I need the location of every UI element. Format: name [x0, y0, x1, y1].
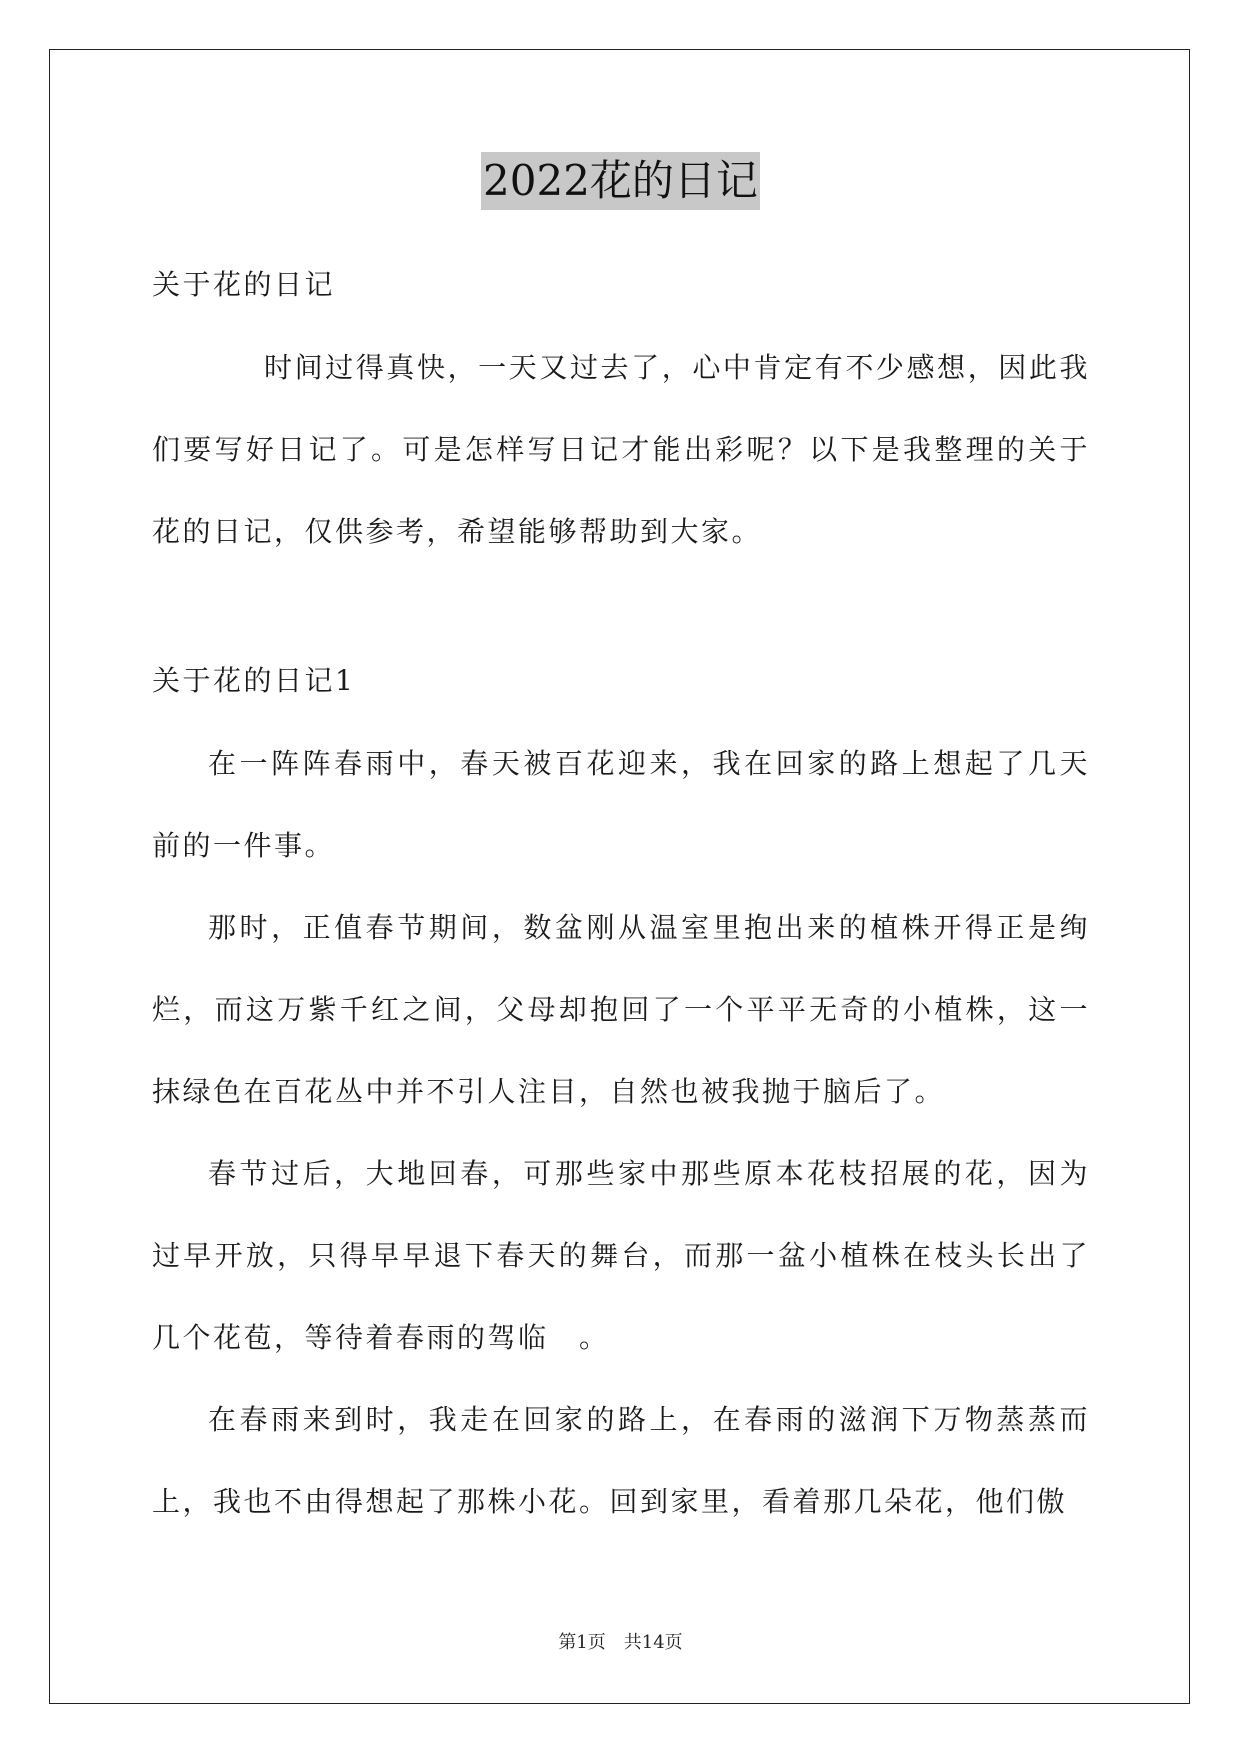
body-paragraph: 在一阵阵春雨中，春天被百花迎来，我在回家的路上想起了几天前的一件事。 — [152, 747, 1090, 862]
section-heading: 关于花的日记1 — [152, 664, 356, 697]
document-title: 2022花的日记 — [481, 152, 760, 210]
body-paragraph: 在春雨来到时，我走在回家的路上，在春雨的滋润下万物蒸蒸而上，我也不由得想起了那株小花。回到家里，看着那几朵花，他们傲 — [152, 1403, 1090, 1518]
intro-paragraph: 时间过得真快，一天又过去了，心中肯定有不少感想，因此我们要写好日记了。可是怎样写日记才能出彩呢？以下是我整理的关于花的日记，仅供参考，希望能够帮助到大家。 — [152, 351, 1090, 548]
body-paragraph: 春节过后，大地回春，可那些家中那些原本花枝招展的花，因为过早开放，只得早早退下春天的舞台，而那一盆小植株在枝头长出了几个花苞，等待着春雨的驾临 。 — [152, 1157, 1090, 1354]
document-body — [152, 255, 1090, 1543]
title-container — [0, 152, 1241, 210]
page-number-footer: 第1页 共14页 — [558, 1632, 683, 1653]
body-paragraph: 那时，正值春节期间，数盆刚从温室里抱出来的植株开得正是绚烂，而这万紫千红之间，父母却抱回了一个平平无奇的小植株，这一抹绿色在百花丛中并不引人注目，自然也被我抛于脑后了。 — [152, 911, 1090, 1108]
intro-heading: 关于花的日记 — [152, 268, 336, 301]
